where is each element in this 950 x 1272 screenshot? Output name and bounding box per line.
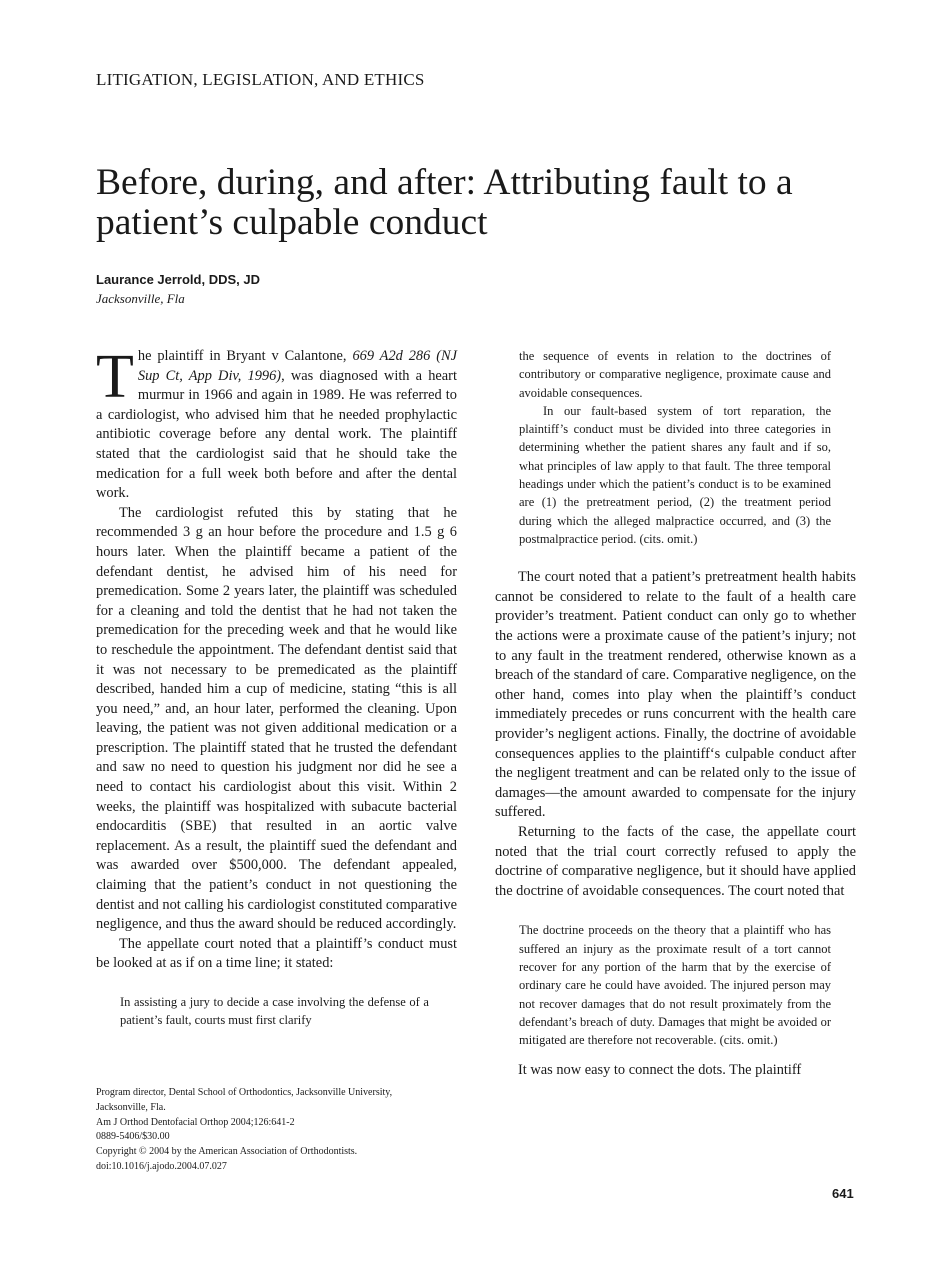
right-column bbox=[495, 347, 856, 1081]
right-paragraph-2: Returning to the facts of the case, the appellate court noted that the trial court correctly refused to apply the doctrine of comparative negligence, but it should have applied the doctrine of avoidable consequences. The court noted that bbox=[495, 823, 856, 899]
article-title: Before, during, and after: Attributing fault to a patient’s culpable conduct bbox=[96, 162, 793, 243]
right-block-quote-1: the sequence of events in relation to the doctrines of contributory or comparative negligence, proximate cause and avoidable consequences. In our fault-based system of tort reparation, the plaintiff’s conduct must be divided into three categories in determining whether the patient shares any fault and if so, what principles of law apply to that fault. The three temporal headings under which the patient’s conduct is to be examined are (1) the pretreatment period, (2) the treatment period during which the alleged malpractice occurred, and (3) the postmalpractice period. (cits. omit.) bbox=[519, 349, 831, 546]
left-paragraph-2: The cardiologist refuted this by stating that he recommended 3 g an hour before the procedure and 1.5 g 6 hours later. When the plaintiff became a patient of the defendant dentist, he advised him of his need for premedication. Some 2 years later, the plaintiff was scheduled for a cleaning and told the dentist that he had not taken the premedication for the preceding week and that he would like to reschedule the appointment. The defendant dentist said that it was not necessary to be premedicated as the plaintiff described, handed him a cup of medicine, stating “this is all you need,” and, an hour later, performed the cleaning. Upon leaving, the patient was not given additional medication or a prescription. The plaintiff stated that he trusted the defendant and saw no need to question his judgment nor did he see a need to contact his cardiologist about this visit. Within 2 weeks, the plaintiff was hospitalized with subacute bacterial endocarditis (SBE) that resulted in an aortic valve replacement. As a result, the plaintiff sued the defendant and was awarded over $500,000. The defendant appealed, claiming that the patient’s conduct in not questioning the dentist and not calling his cardiologist constituted comparative negligence, and thus the award should be reduced accordingly. bbox=[96, 504, 457, 933]
left-paragraph-1: The plaintiff in Bryant v Calantone, 669 A2d 286 (NJ Sup Ct, App Div, 1996), was diagnosed with a heart murmur in 1966 and again in 1989. He was referred to a cardiologist, who advised him that he needed prophylactic antibiotic coverage before any dental work. The plaintiff stated that the cardiologist said that he should take the medication for a full week both before and after the dental work. bbox=[96, 343, 457, 502]
right-paragraph-3: It was now easy to connect the dots. The plaintiff bbox=[518, 1062, 802, 1079]
section-heading: LITIGATION, LEGISLATION, AND ETHICS bbox=[96, 70, 425, 89]
right-block-quote-2: The doctrine proceeds on the theory that a plaintiff who has suffered an injury as the proximate result of a tort cannot recover for any portion of the harm that by the exercise of ordinary care he could have avoided. The injured person may not recover damages that do not result proximately from the defendant’s breach of duty. Damages that might be avoided or mitigated are therefore not recoverable. (cits. omit.) bbox=[519, 923, 831, 1048]
left-column bbox=[96, 343, 457, 1030]
left-block-quote: In assisting a jury to decide a case involving the defense of a patient’s fault, courts must first clarify bbox=[120, 995, 429, 1028]
author-affiliation: Jacksonville, Fla bbox=[96, 291, 185, 306]
author-name: Laurance Jerrold, DDS, JD bbox=[96, 272, 260, 287]
page-number: 641 bbox=[832, 1186, 854, 1201]
left-paragraph-3: The appellate court noted that a plaintiff’s conduct must be looked at as if on a time line; it stated: bbox=[96, 935, 457, 972]
drop-cap: T bbox=[96, 343, 134, 411]
right-paragraph-1: The court noted that a patient’s pretreatment health habits cannot be considered to relate to the fault of a health care provider’s treatment. Patient conduct can only go to whether the actions were a proximate cause of the patient’s injury; not to any fault in the treatment rendered, otherwise known as a breach of the standard of care. Comparative negligence, on the other hand, comes into play when the plaintiff’s conduct immediately precedes or runs concurrent with the health care provider’s negligent actions. Finally, the doctrine of avoidable consequences applies to the plaintiff‘s culpable conduct after the negligent treatment and can be related only to the issue of damages—the amount awarded to compensate for the injury suffered. bbox=[495, 569, 856, 821]
case-citation: 669 A2d 286 (NJ Sup Ct, App Div, 1996) bbox=[137, 348, 457, 384]
footnote: Program director, Dental School of Orthodontics, Jacksonville University, Jacksonville, Fla. Am J Orthod Dentofacial Orthop 2004;126:641-2 0889-5406/$30.00 Copyright © 2004 by the American Association of Orthodontists. doi:10.1016/j.ajodo.2004.07.027 bbox=[96, 1087, 393, 1172]
